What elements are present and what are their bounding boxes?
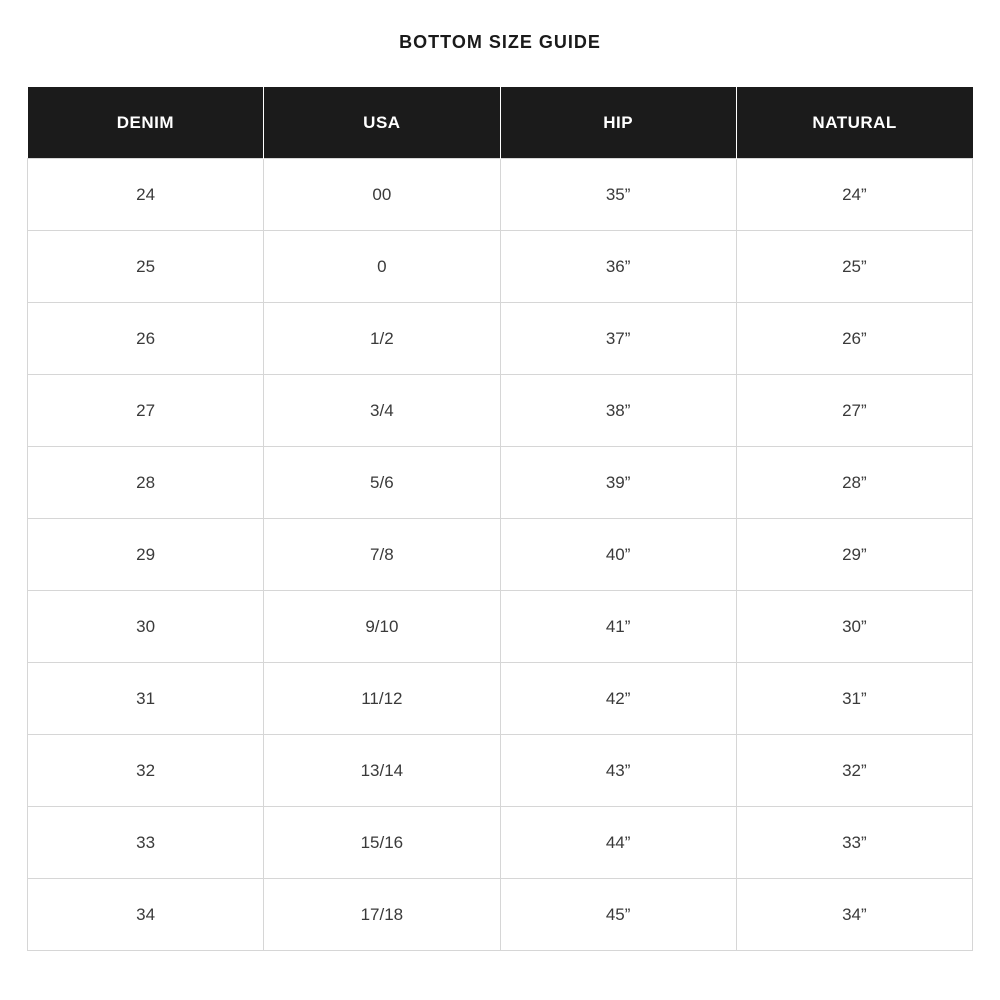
table-row: [28, 375, 973, 447]
cell-hip: 39”: [500, 447, 736, 519]
table-row: [28, 663, 973, 735]
cell-usa: 00: [264, 159, 500, 231]
table-row: [28, 735, 973, 807]
cell-hip: 36”: [500, 231, 736, 303]
cell-hip: 45”: [500, 879, 736, 951]
cell-hip: 38”: [500, 375, 736, 447]
cell-denim: 32: [28, 735, 264, 807]
cell-natural: 31”: [736, 663, 972, 735]
cell-usa: 11/12: [264, 663, 500, 735]
cell-denim: 27: [28, 375, 264, 447]
table-row: [28, 519, 973, 591]
cell-denim: 25: [28, 231, 264, 303]
table-header-row: [28, 87, 973, 159]
size-guide-table: [27, 87, 973, 951]
cell-hip: 35”: [500, 159, 736, 231]
cell-usa: 15/16: [264, 807, 500, 879]
column-header-denim: DENIM: [28, 87, 264, 159]
table-row: [28, 879, 973, 951]
table-row: [28, 591, 973, 663]
cell-usa: 5/6: [264, 447, 500, 519]
cell-natural: 28”: [736, 447, 972, 519]
cell-natural: 33”: [736, 807, 972, 879]
cell-natural: 26”: [736, 303, 972, 375]
cell-denim: 24: [28, 159, 264, 231]
cell-denim: 31: [28, 663, 264, 735]
column-header-hip: HIP: [500, 87, 736, 159]
table-row: [28, 159, 973, 231]
cell-denim: 30: [28, 591, 264, 663]
cell-usa: 3/4: [264, 375, 500, 447]
cell-usa: 9/10: [264, 591, 500, 663]
cell-usa: 1/2: [264, 303, 500, 375]
cell-natural: 30”: [736, 591, 972, 663]
cell-hip: 41”: [500, 591, 736, 663]
cell-usa: 7/8: [264, 519, 500, 591]
cell-natural: 24”: [736, 159, 972, 231]
cell-hip: 43”: [500, 735, 736, 807]
cell-natural: 27”: [736, 375, 972, 447]
cell-hip: 37”: [500, 303, 736, 375]
column-header-natural: NATURAL: [736, 87, 972, 159]
cell-hip: 40”: [500, 519, 736, 591]
cell-denim: 34: [28, 879, 264, 951]
table-row: [28, 447, 973, 519]
cell-usa: 0: [264, 231, 500, 303]
cell-denim: 26: [28, 303, 264, 375]
cell-usa: 17/18: [264, 879, 500, 951]
cell-hip: 44”: [500, 807, 736, 879]
column-header-usa: USA: [264, 87, 500, 159]
page-title: BOTTOM SIZE GUIDE: [399, 32, 601, 52]
cell-natural: 34”: [736, 879, 972, 951]
cell-natural: 29”: [736, 519, 972, 591]
table-row: [28, 807, 973, 879]
cell-hip: 42”: [500, 663, 736, 735]
table-row: [28, 231, 973, 303]
cell-usa: 13/14: [264, 735, 500, 807]
cell-natural: 25”: [736, 231, 972, 303]
cell-natural: 32”: [736, 735, 972, 807]
cell-denim: 29: [28, 519, 264, 591]
cell-denim: 28: [28, 447, 264, 519]
table-row: [28, 303, 973, 375]
cell-denim: 33: [28, 807, 264, 879]
